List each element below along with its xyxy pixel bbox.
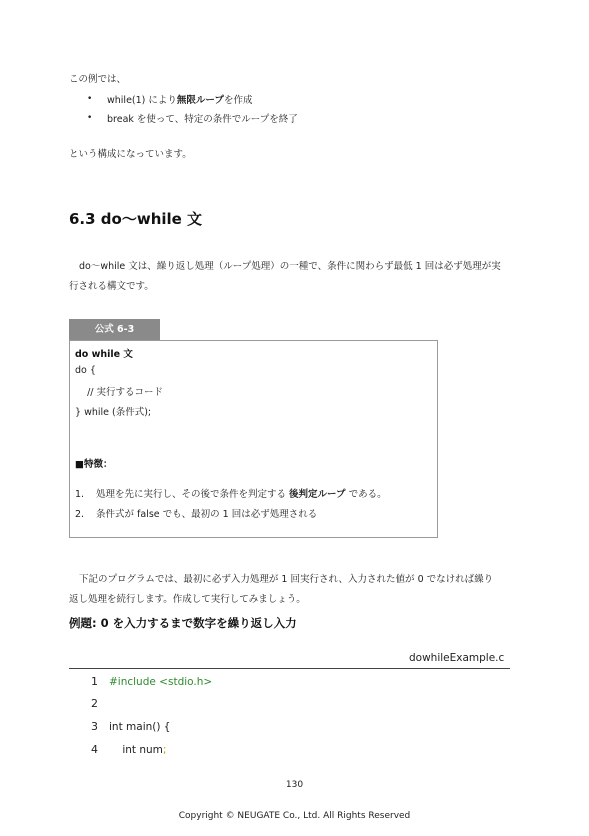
copyright: Copyright © NEUGATE Co., Ltd. All Rights Reserved	[178, 811, 411, 821]
formula-code-1: do {	[75, 365, 96, 376]
feature-bold: 後判定ループ	[289, 489, 346, 500]
code-semicolon: ;	[162, 744, 167, 756]
example-filename: dowhileExample.c	[409, 652, 505, 664]
bullet-dot-icon: •	[87, 113, 93, 123]
page-number: 130	[285, 780, 304, 790]
section-para-line2: 行される構文です。	[69, 281, 154, 292]
code-divider	[69, 668, 510, 669]
intro-closing: という構成になっています。	[69, 149, 192, 160]
section-paragraph	[69, 257, 529, 297]
program-intro-line1: 下記のプログラムでは、最初に必ず入力処理が 1 回実行され、入力された値が 0 でなければ繰り	[79, 574, 494, 585]
intro-lead: この例では、	[69, 74, 127, 85]
program-intro	[69, 570, 529, 610]
line-number: 4	[91, 743, 98, 756]
example-title: 例題: 0 を入力するまで数字を繰り返し入力	[69, 616, 297, 630]
feature-item-1	[75, 486, 387, 500]
feature-text-post: である。	[345, 489, 387, 500]
feature-num: 2.	[75, 509, 85, 520]
feature-num: 1.	[75, 489, 85, 500]
bullet-text: break を使って、特定の条件でループを終了	[107, 114, 298, 125]
code-line-4	[84, 743, 166, 756]
intro-bullet-1	[87, 92, 252, 106]
bullet-text: while(1) により	[107, 95, 177, 106]
bullet-text-post: を作成	[223, 95, 253, 106]
feature-item-2	[75, 506, 317, 520]
feature-text: 条件式が false でも、最初の 1 回は必ず処理される	[96, 509, 318, 520]
features-label: ■特徴：	[75, 459, 113, 470]
formula-box	[69, 340, 438, 538]
intro-bullet-2	[87, 111, 298, 125]
code-text: int main() {	[109, 721, 171, 733]
code-include: #include <stdio.h>	[109, 676, 213, 688]
section-heading: 6.3 do～while 文	[69, 210, 203, 228]
section-para-line1: do～while 文は、繰り返し処理（ループ処理）の一種で、条件に関わらず最低 1 回は必ず処理が実	[79, 261, 501, 272]
formula-code-2: // 実行するコード	[75, 387, 164, 398]
bullet-dot-icon: •	[87, 94, 93, 104]
code-line-1	[84, 675, 212, 688]
formula-tab: 公式 6-3	[69, 319, 160, 340]
formula-title: do while 文	[75, 349, 133, 360]
line-number: 1	[91, 675, 98, 688]
formula-code-3: } while (条件式);	[75, 407, 152, 418]
bullet-bold: 無限ループ	[176, 95, 224, 106]
program-intro-line2: 返し処理を続行します。作成して実行してみましょう。	[69, 594, 306, 605]
code-text: int num	[109, 744, 163, 756]
code-line-3	[84, 720, 170, 733]
line-number: 3	[91, 720, 98, 733]
line-number: 2	[91, 697, 98, 710]
code-line-2	[84, 697, 109, 710]
feature-text: 処理を先に実行し、その後で条件を判定する	[96, 489, 290, 500]
